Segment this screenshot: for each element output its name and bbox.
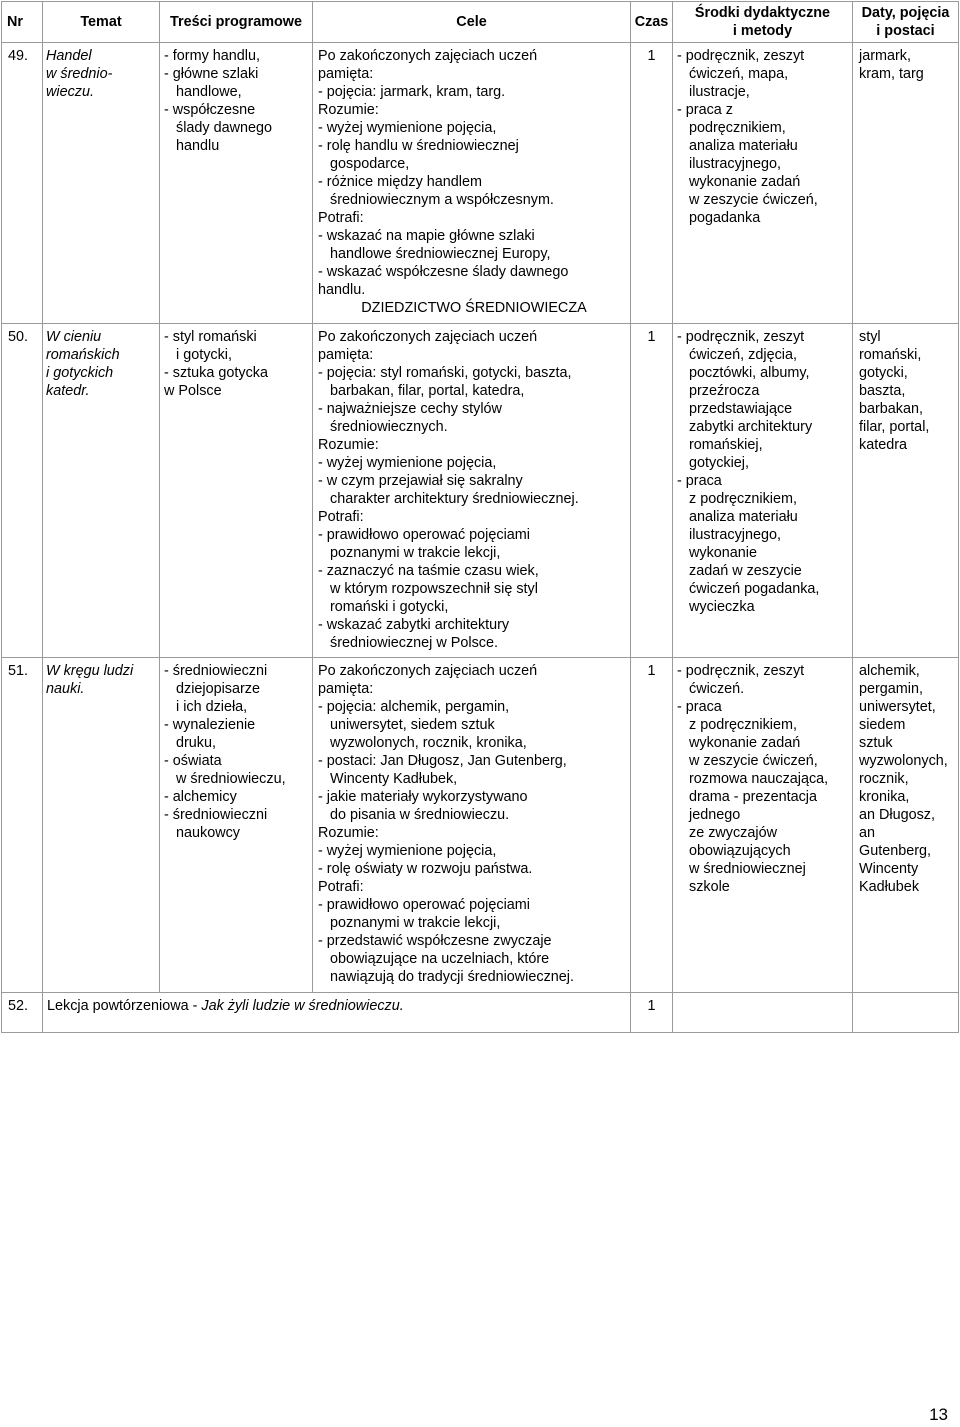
dates-line: sztuk: [859, 735, 893, 751]
goal-line: - jakie materiały wykorzystywano: [318, 789, 528, 805]
topic-line: Handel: [46, 48, 92, 64]
goal-line: handlowe średniowiecznej Europy,: [318, 246, 551, 262]
content-line: i ich dzieła,: [164, 699, 248, 715]
goal-line: handlu.: [318, 282, 366, 298]
goal-line: uniwersytet, siedem sztuk: [318, 717, 495, 733]
goal-line: Potrafi:: [318, 210, 364, 226]
lesson-row: [2, 324, 959, 658]
review-lesson-row: [2, 993, 959, 1033]
lesson-number: 51.: [2, 658, 43, 993]
means-line: wykonanie zadań: [677, 735, 801, 751]
content-line: - styl romański: [164, 329, 257, 345]
lesson-dates: [853, 324, 959, 658]
goal-line: - zaznaczyć na taśmie czasu wiek,: [318, 563, 539, 579]
header-means-line: i metody: [732, 23, 793, 39]
means-line: wycieczka: [677, 599, 755, 615]
content-line: - współczesne: [164, 102, 256, 118]
lesson-dates: [853, 658, 959, 993]
goal-line: - najważniejsze cechy stylów: [318, 401, 502, 417]
content-line: - oświata: [164, 753, 222, 769]
goal-line: średniowiecznej w Polsce.: [318, 635, 498, 651]
content-line: - średniowieczni: [164, 663, 268, 679]
header-goals: Cele: [313, 2, 631, 43]
goal-line: do pisania w średniowieczu.: [318, 807, 510, 823]
means-line: gotyckiej,: [677, 455, 749, 471]
dates-line: siedem: [859, 717, 906, 733]
topic-line: W cieniu: [46, 329, 102, 345]
goal-line: gospodarce,: [318, 156, 410, 172]
means-line: - praca: [677, 473, 722, 489]
content-line: handlu: [164, 138, 220, 154]
review-means: [673, 993, 853, 1033]
goal-line: - wyżej wymienione pojęcia,: [318, 120, 497, 136]
topic-line: wieczu.: [46, 84, 94, 100]
dates-line: Gutenberg,: [859, 843, 932, 859]
goal-line: - wyżej wymienione pojęcia,: [318, 455, 497, 471]
topic-line: i gotyckich: [46, 365, 114, 381]
dates-line: styl: [859, 329, 881, 345]
goal-line: Rozumie:: [318, 102, 379, 118]
goal-line: pamięta:: [318, 66, 374, 82]
means-line: zabytki architektury: [677, 419, 813, 435]
review-nr: 52.: [2, 993, 43, 1033]
goal-line: - wskazać współczesne ślady dawnego: [318, 264, 569, 280]
goal-line: - przedstawić współczesne zwyczaje: [318, 933, 552, 949]
goal-line: - pojęcia: jarmark, kram, targ.: [318, 84, 506, 100]
goal-line: w którym rozpowszechnił się styl: [318, 581, 538, 597]
content-line: druku,: [164, 735, 216, 751]
lesson-time: 1: [631, 658, 673, 993]
means-line: drama - prezentacja: [677, 789, 817, 805]
means-line: w zeszycie ćwiczeń,: [677, 192, 818, 208]
review-title-italic: Jak żyli ludzie w średniowieczu.: [201, 998, 404, 1014]
goal-line: Rozumie:: [318, 825, 379, 841]
review-time: 1: [631, 993, 673, 1033]
means-line: wykonanie: [677, 545, 757, 561]
means-line: ćwiczeń, zdjęcia,: [677, 347, 797, 363]
means-line: w zeszycie ćwiczeń,: [677, 753, 818, 769]
means-line: ćwiczeń, mapa,: [677, 66, 789, 82]
lesson-time: 1: [631, 43, 673, 324]
goal-line: - prawidłowo operować pojęciami: [318, 527, 530, 543]
section-heading: DZIEDZICTWO ŚREDNIOWIECZA: [361, 300, 587, 316]
dates-line: an: [859, 825, 876, 841]
means-line: ćwiczeń pogadanka,: [677, 581, 820, 597]
means-line: - praca: [677, 699, 722, 715]
lesson-content: [160, 324, 313, 658]
goal-line: - wskazać zabytki architektury: [318, 617, 510, 633]
lesson-number: 50.: [2, 324, 43, 658]
dates-line: romański,: [859, 347, 922, 363]
dates-line: baszta,: [859, 383, 906, 399]
goal-line: poznanymi w trakcie lekcji,: [318, 545, 501, 561]
lesson-topic: [43, 43, 160, 324]
topic-line: katedr.: [46, 383, 90, 399]
lesson-content: [160, 43, 313, 324]
lesson-number: 49.: [2, 43, 43, 324]
dates-line: rocznik,: [859, 771, 909, 787]
means-line: szkole: [677, 879, 730, 895]
means-line: rozmowa nauczająca,: [677, 771, 829, 787]
content-line: - formy handlu,: [164, 48, 260, 64]
dates-line: an Długosz,: [859, 807, 935, 823]
dates-line: jarmark,: [859, 48, 911, 64]
goal-line: - postaci: Jan Długosz, Jan Gutenberg,: [318, 753, 567, 769]
means-line: z podręcznikiem,: [677, 491, 797, 507]
dates-line: gotycki,: [859, 365, 908, 381]
content-line: w średniowieczu,: [164, 771, 286, 787]
lesson-goals: [313, 43, 631, 324]
means-line: - praca z: [677, 102, 733, 118]
header-dates-line: Daty, pojęcia: [861, 5, 950, 21]
content-line: dziejopisarze: [164, 681, 260, 697]
topic-line: romańskich: [46, 347, 120, 363]
header-content: Treści programowe: [160, 2, 313, 43]
means-line: ćwiczeń.: [677, 681, 745, 697]
goal-line: Po zakończonych zajęciach uczeń: [318, 663, 538, 679]
lesson-means: [673, 658, 853, 993]
content-line: - sztuka gotycka: [164, 365, 268, 381]
means-line: analiza materiału: [677, 138, 798, 154]
content-line: - główne szlaki: [164, 66, 259, 82]
goal-line: Potrafi:: [318, 879, 364, 895]
dates-line: alchemik,: [859, 663, 920, 679]
means-line: romańskiej,: [677, 437, 763, 453]
means-line: - podręcznik, zeszyt: [677, 329, 805, 345]
dates-line: katedra: [859, 437, 907, 453]
topic-line: nauki.: [46, 681, 85, 697]
means-line: zadań w zeszycie: [677, 563, 802, 579]
means-line: - podręcznik, zeszyt: [677, 663, 805, 679]
lesson-topic: [43, 658, 160, 993]
curriculum-table: [1, 1, 959, 1033]
header-nr: Nr: [2, 2, 43, 43]
means-line: - podręcznik, zeszyt: [677, 48, 805, 64]
goal-line: romański i gotycki,: [318, 599, 449, 615]
header-time: Czas: [631, 2, 673, 43]
means-line: przedstawiające: [677, 401, 793, 417]
header-dates-line: i postaci: [876, 23, 935, 39]
content-line: naukowcy: [164, 825, 240, 841]
dates-line: kram, targ: [859, 66, 924, 82]
goal-line: wyzwolonych, rocznik, kronika,: [318, 735, 527, 751]
means-line: pocztówki, albumy,: [677, 365, 810, 381]
content-line: - średniowieczni: [164, 807, 268, 823]
means-line: jednego: [677, 807, 741, 823]
lesson-topic: [43, 324, 160, 658]
means-line: ilustracje,: [677, 84, 750, 100]
header-means: [673, 2, 853, 43]
content-line: w Polsce: [164, 383, 222, 399]
goal-line: średniowiecznych.: [318, 419, 448, 435]
goal-line: Potrafi:: [318, 509, 364, 525]
means-line: podręcznikiem,: [677, 120, 786, 136]
dates-line: kronika,: [859, 789, 910, 805]
page-number: 13: [929, 1405, 948, 1424]
goal-line: nawiązują do tradycji średniowiecznej.: [318, 969, 574, 985]
dates-line: filar, portal,: [859, 419, 930, 435]
topic-line: w średnio-: [46, 66, 113, 82]
means-line: ilustracyjnego,: [677, 156, 781, 172]
goal-line: - prawidłowo operować pojęciami: [318, 897, 530, 913]
dates-line: barbakan,: [859, 401, 924, 417]
means-line: pogadanka: [677, 210, 761, 226]
means-line: przeźrocza: [677, 383, 760, 399]
goal-line: - wskazać na mapie główne szlaki: [318, 228, 535, 244]
dates-line: pergamin,: [859, 681, 923, 697]
content-line: ślady dawnego: [164, 120, 273, 136]
header-topic: Temat: [43, 2, 160, 43]
means-line: wykonanie zadań: [677, 174, 801, 190]
dates-line: uniwersytet,: [859, 699, 936, 715]
header-means-line: Środki dydaktyczne: [694, 5, 831, 21]
topic-line: W kręgu ludzi: [46, 663, 134, 679]
means-line: obowiązujących: [677, 843, 791, 859]
goal-line: Rozumie:: [318, 437, 379, 453]
review-dates: [853, 993, 959, 1033]
goal-line: Po zakończonych zajęciach uczeń: [318, 48, 538, 64]
dates-line: Kadłubek: [859, 879, 920, 895]
goal-line: - rolę handlu w średniowiecznej: [318, 138, 519, 154]
goal-line: pamięta:: [318, 347, 374, 363]
goal-line: - rolę oświaty w rozwoju państwa.: [318, 861, 533, 877]
goal-line: - pojęcia: alchemik, pergamin,: [318, 699, 510, 715]
goal-line: barbakan, filar, portal, katedra,: [318, 383, 525, 399]
goal-line: - w czym przejawiał się sakralny: [318, 473, 523, 489]
means-line: ze zwyczajów: [677, 825, 777, 841]
lesson-dates: [853, 43, 959, 324]
lesson-goals: [313, 658, 631, 993]
means-line: analiza materiału: [677, 509, 798, 525]
review-title-prefix: Lekcja powtórzeniowa -: [47, 998, 202, 1014]
lesson-row: [2, 43, 959, 324]
goal-line: - pojęcia: styl romański, gotycki, baszta,: [318, 365, 572, 381]
lesson-means: [673, 324, 853, 658]
lesson-content: [160, 658, 313, 993]
means-line: z podręcznikiem,: [677, 717, 797, 733]
content-line: handlowe,: [164, 84, 242, 100]
means-line: ilustracyjnego,: [677, 527, 781, 543]
lesson-row: [2, 658, 959, 993]
content-line: - wynalezienie: [164, 717, 256, 733]
header-dates: [853, 2, 959, 43]
goal-line: obowiązujące na uczelniach, które: [318, 951, 550, 967]
goal-line: Wincenty Kadłubek,: [318, 771, 458, 787]
lesson-goals: [313, 324, 631, 658]
goal-line: średniowiecznym a współczesnym.: [318, 192, 554, 208]
content-line: i gotycki,: [164, 347, 232, 363]
goal-line: - wyżej wymienione pojęcia,: [318, 843, 497, 859]
dates-line: wyzwolonych,: [859, 753, 948, 769]
content-line: - alchemicy: [164, 789, 237, 805]
dates-line: Wincenty: [859, 861, 919, 877]
goal-line: pamięta:: [318, 681, 374, 697]
lesson-time: 1: [631, 324, 673, 658]
goal-line: charakter architektury średniowiecznej.: [318, 491, 579, 507]
review-title: [43, 993, 631, 1033]
goal-line: - różnice między handlem: [318, 174, 482, 190]
goal-line: Po zakończonych zajęciach uczeń: [318, 329, 538, 345]
goal-line: poznanymi w trakcie lekcji,: [318, 915, 501, 931]
means-line: w średniowiecznej: [677, 861, 806, 877]
header-row: [2, 2, 959, 43]
lesson-means: [673, 43, 853, 324]
